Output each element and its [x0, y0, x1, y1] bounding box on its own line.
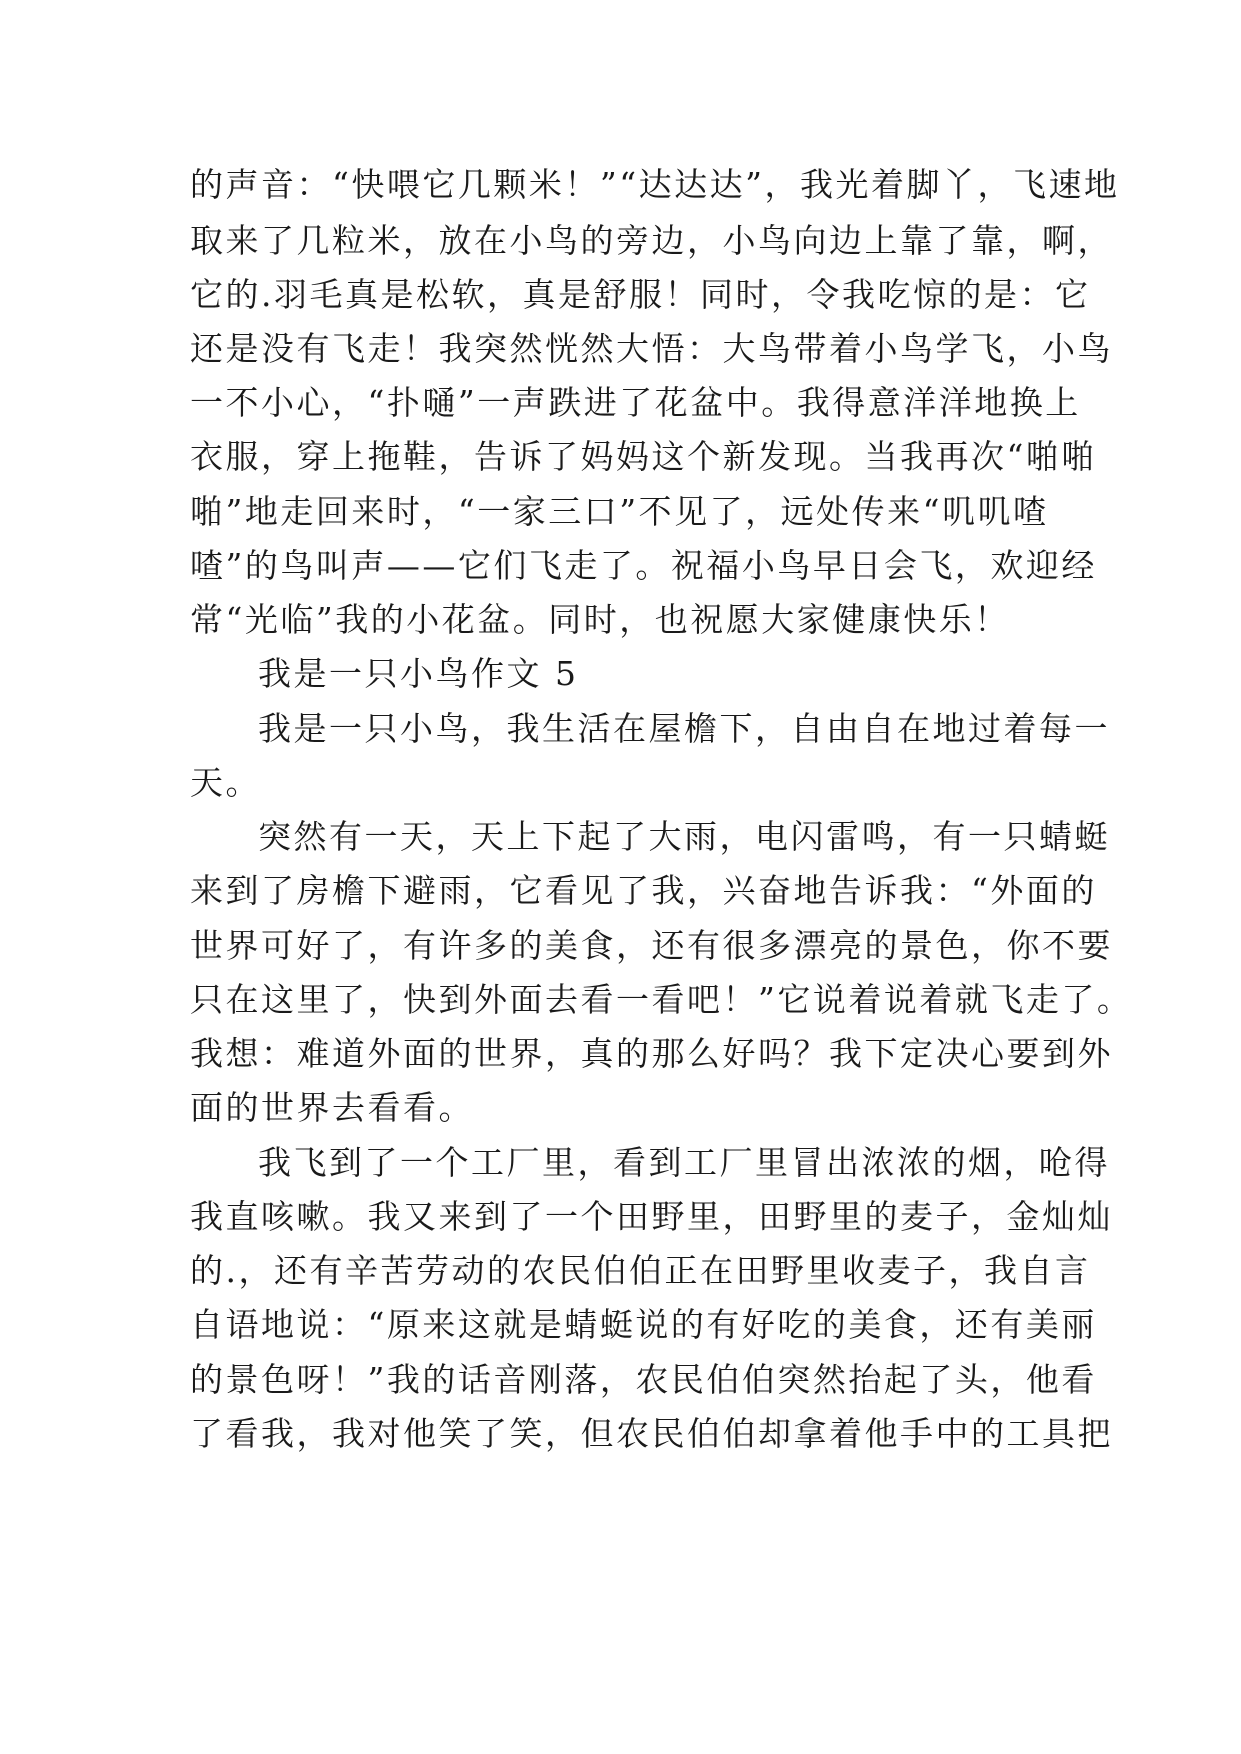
text-line: 我直咳嗽。我又来到了一个田野里，田野里的麦子，金灿灿: [190, 1197, 1113, 1236]
text-line: 啪”地走回来时，“一家三口”不见了，远处传来“叽叽喳: [190, 492, 1049, 531]
text-line: 衣服，穿上拖鞋，告诉了妈妈这个新发现。当我再次“啪啪: [190, 437, 1097, 476]
text-line: 世界可好了，有许多的美食，还有很多漂亮的景色，你不要: [190, 926, 1113, 965]
text-line: 一不小心，“扑嗵”一声跌进了花盆中。我得意洋洋地换上: [190, 383, 1081, 422]
text-line: 的景色呀！”我的话音刚落，农民伯伯突然抬起了头，他看: [190, 1360, 1097, 1399]
text-line: 只在这里了，快到外面去看一看吧！”它说着说着就飞走了。: [190, 980, 1133, 1019]
paragraph-first-line: 突然有一天，天上下起了大雨，电闪雷鸣，有一只蜻蜓: [258, 817, 1110, 856]
paragraph-first-line: 我飞到了一个工厂里，看到工厂里冒出浓浓的烟，呛得: [258, 1143, 1110, 1182]
text-line: 常“光临”我的小花盆。同时，也祝愿大家健康快乐！: [190, 600, 1010, 639]
text-line: 喳”的鸟叫声——它们飞走了。祝福小鸟早日会飞，欢迎经: [190, 546, 1097, 585]
text-line: 天。: [190, 763, 261, 802]
text-line: 我想：难道外面的世界，真的那么好吗？我下定决心要到外: [190, 1034, 1113, 1073]
text-line: 了看我，我对他笑了笑，但农民伯伯却拿着他手中的工具把: [190, 1414, 1113, 1453]
text-line: 的声音：“快喂它几颗米！”“达达达”，我光着脚丫，飞速地: [190, 165, 1120, 204]
text-line: 的.，还有辛苦劳动的农民伯伯正在田野里收麦子，我自言: [190, 1251, 1091, 1290]
text-line: 面的世界去看看。: [190, 1088, 474, 1127]
text-line: 还是没有飞走！我突然恍然大悟：大鸟带着小鸟学飞，小鸟: [190, 329, 1113, 368]
paragraph-first-line: 我是一只小鸟，我生活在屋檐下，自由自在地过着每一: [258, 709, 1110, 748]
text-line: 自语地说：“原来这就是蜻蜓说的有好吃的美食，还有美丽: [190, 1305, 1097, 1344]
text-line: 它的.羽毛真是松软，真是舒服！同时，令我吃惊的是：它: [190, 275, 1091, 314]
text-line: 来到了房檐下避雨，它看见了我，兴奋地告诉我：“外面的: [190, 871, 1097, 910]
text-line: 取来了几粒米，放在小鸟的旁边，小鸟向边上靠了靠，啊，: [190, 221, 1113, 260]
section-heading: 我是一只小鸟作文 5: [258, 654, 579, 693]
